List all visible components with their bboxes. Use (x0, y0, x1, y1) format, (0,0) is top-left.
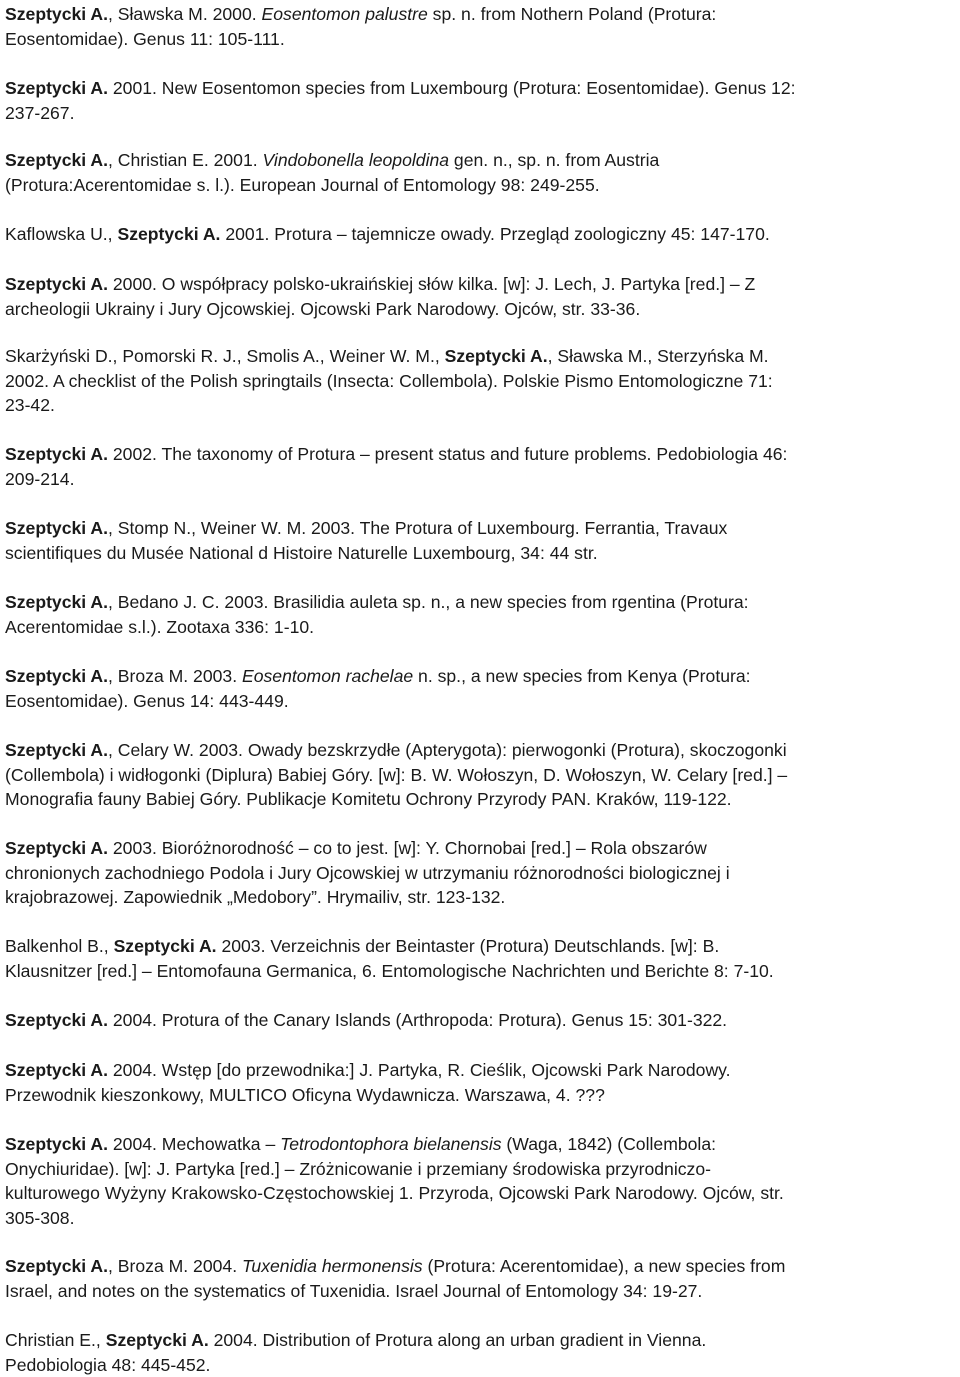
reference-entry (5, 76, 960, 125)
reference-text: (Waga, 1842) (Collembola: (501, 1134, 717, 1154)
reference-entry (5, 1058, 960, 1107)
author-highlight: Szeptycki A. (105, 1330, 209, 1350)
reference-entry (5, 1328, 960, 1377)
author-highlight: Szeptycki A. (5, 1060, 108, 1080)
reference-text: 2002. The taxonomy of Protura – present status and future problems. Pedobiologia 46: (108, 444, 788, 464)
reference-text: , Christian E. 2001. (108, 150, 263, 170)
author-highlight: Szeptycki A. (5, 274, 108, 294)
reference-line (5, 272, 960, 297)
reference-text: 2004. Protura of the Canary Islands (Arthropoda: Protura). Genus 15: 301-322. (108, 1010, 728, 1030)
reference-line (5, 836, 960, 861)
reference-text: Klausnitzer [red.] – Entomofauna Germanica, 6. Entomologische Nachrichten und Berichte 8: 7-10. (5, 960, 774, 981)
reference-entry (5, 664, 960, 713)
author-highlight: Szeptycki A. (5, 838, 108, 858)
reference-text: 237-267. (5, 102, 75, 123)
reference-text: krajobrazowej. Zapowiednik „Medobory”. Hrymailiv, str. 123-132. (5, 887, 506, 908)
reference-entry (5, 836, 960, 910)
reference-line (5, 148, 960, 173)
author-highlight: Szeptycki A. (113, 936, 217, 956)
reference-line (5, 615, 960, 640)
reference-text: (Protura: Acerentomidae), a new species from (422, 1256, 786, 1276)
reference-entry (5, 934, 960, 983)
taxon-name: Vindobonella leopoldina (262, 150, 450, 170)
reference-line (5, 959, 960, 984)
reference-line (5, 344, 960, 369)
reference-line (5, 1328, 960, 1353)
reference-line (5, 763, 960, 788)
reference-text: (Protura:Acerentomidae s. l.). European Journal of Entomology 98: 249-255. (5, 174, 600, 195)
author-highlight: Szeptycki A. (5, 518, 108, 538)
reference-text: 2003. Bioróżnorodność – co to jest. [w]: Y. Chornobai [red.] – Rola obszarów (108, 838, 707, 858)
reference-text: Kaflowska U., (5, 224, 118, 244)
reference-entry (5, 442, 960, 491)
reference-entry (5, 222, 960, 247)
reference-text: Christian E., (5, 1330, 106, 1350)
reference-line (5, 1132, 960, 1157)
reference-line (5, 27, 960, 52)
reference-text: Onychiuridae). [w]: J. Partyka [red.] – Zróżnicowanie i przemiany środowiska przyrodniczo- (5, 1158, 711, 1179)
reference-line (5, 1353, 960, 1377)
reference-text: Skarżyński D., Pomorski R. J., Smolis A., Weiner W. M., (5, 346, 445, 366)
reference-entry (5, 516, 960, 565)
reference-line (5, 2, 960, 27)
reference-text: n. sp., a new species from Kenya (Protura: (413, 666, 751, 686)
reference-text: , Stomp N., Weiner W. M. 2003. The Protura of Luxembourg. Ferrantia, Travaux (108, 518, 728, 538)
reference-text: scientifiques du Musée National d Histoire Naturelle Luxembourg, 34: 44 str. (5, 542, 598, 563)
reference-line (5, 1008, 960, 1033)
reference-line (5, 442, 960, 467)
author-highlight: Szeptycki A. (5, 1134, 108, 1154)
reference-text: , Bedano J. C. 2003. Brasilidia auleta sp. n., a new species from rgentina (Protura: (108, 592, 749, 612)
reference-line (5, 1254, 960, 1279)
author-highlight: Szeptycki A. (5, 740, 108, 760)
taxon-name: Eosentomon palustre (261, 4, 428, 24)
reference-text: 2004. Distribution of Protura along an urban gradient in Vienna. (208, 1330, 707, 1350)
reference-text: Eosentomidae). Genus 14: 443-449. (5, 690, 289, 711)
reference-text: , Sławska M., Sterzyńska M. (547, 346, 769, 366)
reference-entry (5, 344, 960, 418)
reference-line (5, 393, 960, 418)
reference-line (5, 173, 960, 198)
reference-entry (5, 1132, 960, 1230)
reference-text: chronionych zachodniego Podola i Jury Ojcowskiej w utrzymaniu różnorodności biologicznej i (5, 862, 730, 883)
reference-line (5, 934, 960, 959)
reference-line (5, 297, 960, 322)
reference-text: gen. n., sp. n. from Austria (449, 150, 660, 170)
reference-line (5, 222, 960, 247)
reference-line (5, 101, 960, 126)
reference-text: 2003. Verzeichnis der Beintaster (Protura) Deutschlands. [w]: B. (216, 936, 720, 956)
author-highlight: Szeptycki A. (5, 1010, 108, 1030)
reference-line (5, 467, 960, 492)
author-highlight: Szeptycki A. (5, 78, 108, 98)
reference-text: Przewodnik kieszonkowy, MULTICO Oficyna Wydawnicza. Warszawa, 4. ??? (5, 1084, 605, 1105)
author-highlight: Szeptycki A. (5, 4, 108, 24)
reference-text: 209-214. (5, 468, 75, 489)
reference-text: 2002. A checklist of the Polish springtails (Insecta: Collembola). Polskie Pismo Entomologiczne 71: (5, 370, 773, 391)
reference-line (5, 861, 960, 886)
reference-entry (5, 2, 960, 51)
reference-text: Pedobiologia 48: 445-452. (5, 1354, 211, 1375)
author-highlight: Szeptycki A. (5, 444, 108, 464)
reference-entry (5, 1254, 960, 1303)
reference-text: Israel, and notes on the systematics of Tuxenidia. Israel Journal of Entomology 34: 19-27. (5, 1280, 703, 1301)
reference-text: archeologii Ukrainy i Jury Ojcowskiej. Ojcowski Park Narodowy. Ojców, str. 33-36. (5, 298, 641, 319)
reference-line (5, 516, 960, 541)
reference-line (5, 738, 960, 763)
taxon-name: Eosentomon rachelae (241, 666, 414, 686)
reference-line (5, 76, 960, 101)
reference-line (5, 369, 960, 394)
reference-text: Balkenhol B., (5, 936, 114, 956)
author-highlight: Szeptycki A. (117, 224, 221, 244)
reference-line (5, 1206, 960, 1231)
reference-line (5, 1157, 960, 1182)
reference-line (5, 1083, 960, 1108)
reference-line (5, 787, 960, 812)
reference-text: 2004. Wstęp [do przewodnika:] J. Partyka, R. Cieślik, Ojcowski Park Narodowy. (108, 1060, 731, 1080)
reference-text: 305-308. (5, 1207, 75, 1228)
reference-text: 23-42. (5, 395, 55, 416)
author-highlight: Szeptycki A. (5, 1256, 108, 1276)
reference-text: , Sławska M. 2000. (108, 4, 262, 24)
taxon-name: Tuxenidia hermonensis (241, 1256, 423, 1276)
author-highlight: Szeptycki A. (5, 592, 108, 612)
reference-text: , Broza M. 2004. (108, 1256, 242, 1276)
reference-text: Acerentomidae s.l.). Zootaxa 336: 1-10. (5, 616, 315, 637)
reference-text: 2000. O współpracy polsko-ukraińskiej słów kilka. [w]: J. Lech, J. Partyka [red.] – Z (108, 274, 756, 294)
reference-line (5, 1279, 960, 1304)
author-highlight: Szeptycki A. (5, 666, 108, 686)
reference-line (5, 1181, 960, 1206)
reference-line (5, 590, 960, 615)
reference-text: 2004. Mechowatka – (108, 1134, 281, 1154)
reference-text: kulturowego Wyżyny Krakowsko-Częstochowskiej 1. Przyroda, Ojcowski Park Narodowy. Ojców, str. (5, 1183, 784, 1204)
taxon-name: Tetrodontophora bielanensis (280, 1134, 502, 1154)
reference-entry (5, 590, 960, 639)
reference-text: Eosentomidae). Genus 11: 105-111. (5, 28, 285, 49)
reference-entry (5, 738, 960, 812)
reference-text: sp. n. from Nothern Poland (Protura: (427, 4, 717, 24)
reference-text: , Broza M. 2003. (108, 666, 242, 686)
reference-line (5, 885, 960, 910)
reference-line (5, 541, 960, 566)
reference-line (5, 664, 960, 689)
reference-entry (5, 272, 960, 321)
reference-text: Monografia fauny Babiej Góry. Publikacje Komitetu Ochrony Przyrody PAN. Kraków, 119-122. (5, 789, 732, 810)
reference-entry (5, 148, 960, 197)
reference-line (5, 1058, 960, 1083)
author-highlight: Szeptycki A. (444, 346, 548, 366)
reference-text: , Celary W. 2003. Owady bezskrzydłe (Apterygota): pierwogonki (Protura), skoczogonki (108, 740, 787, 760)
reference-text: (Collembola) i widłogonki (Diplura) Babiej Góry. [w]: B. W. Wołoszyn, D. Wołoszyn, W. Celary [red.] – (5, 764, 788, 785)
author-highlight: Szeptycki A. (5, 150, 108, 170)
reference-text: 2001. New Eosentomon species from Luxembourg (Protura: Eosentomidae). Genus 12: (108, 78, 796, 98)
reference-line (5, 689, 960, 714)
reference-text: 2001. Protura – tajemnicze owady. Przegląd zoologiczny 45: 147-170. (220, 224, 770, 244)
reference-entry (5, 1008, 960, 1033)
